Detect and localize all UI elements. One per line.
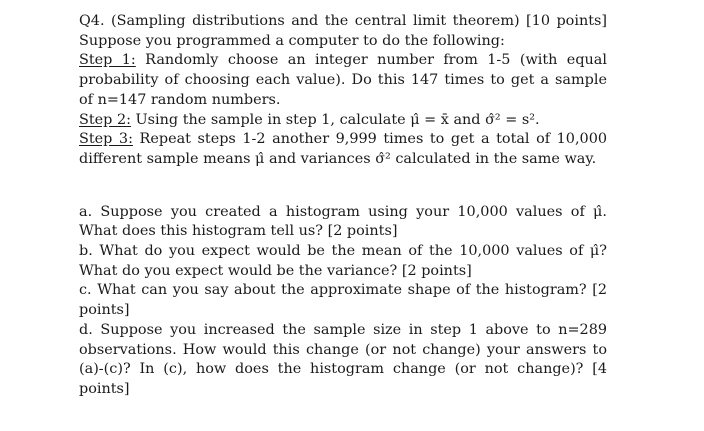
part-a: a. Suppose you created a histogram using your 10,000 values of μ̂. What does this histogram tell us? [2 points]: [79, 203, 607, 240]
step-3-label: Step 3:: [79, 131, 133, 148]
part-c: c. What can you say about the approximate shape of the histogram? [2 points]: [79, 282, 607, 319]
question-header: Q4. (Sampling distributions and the central limit theorem) [10 points] Suppose you programmed a computer to do the following:: [79, 13, 607, 49]
step-1-text: Randomly choose an integer number from 1-5 (with equal probability of choosing each value). Do this 147 times to get a sample of n=147 random numbers.: [79, 52, 607, 108]
problem-text: [79, 12, 607, 400]
step-2-label: Step 2:: [79, 111, 131, 128]
part-d: d. Suppose you increased the sample size in step 1 above to n=289 observations. How would this change (or not change) your answers to (a)-(c)? In (c), how does the histogram change (or not change)? [4 points]: [79, 321, 607, 397]
step-3: [79, 130, 607, 169]
step-2-text: Using the sample in step 1, calculate μ̂ = x̄ and σ̂² = s².: [130, 111, 540, 128]
step-2: [79, 111, 607, 131]
step-1: [79, 51, 607, 110]
step-1-label: Step 1:: [79, 52, 136, 69]
part-b: b. What do you expect would be the mean of the 10,000 values of μ̂? What do you expect would be the variance? [2 points]: [79, 243, 607, 279]
step-3-text: Repeat steps 1-2 another 9,999 times to get a total of 10,000 different sample means μ̂ and variances σ̂² calculated in the same way.: [79, 131, 608, 167]
section-spacer: [79, 170, 607, 203]
